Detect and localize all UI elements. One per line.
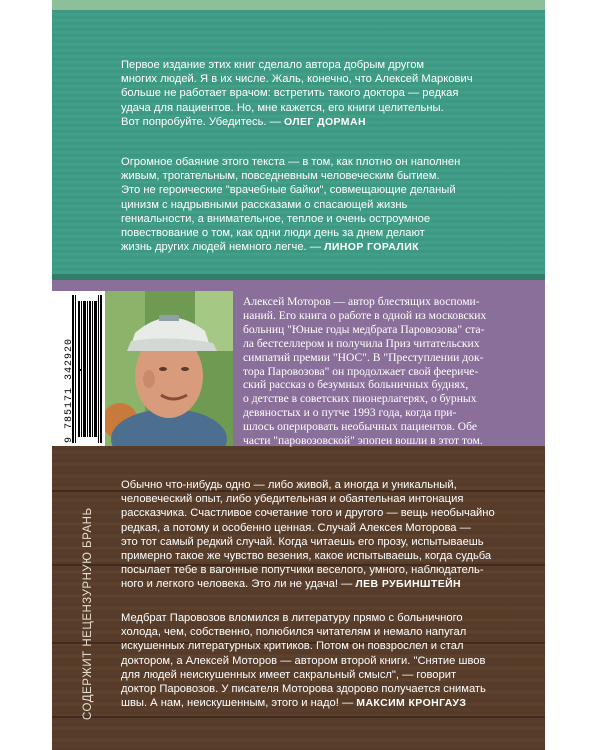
- quote-goralik: [121, 155, 521, 254]
- quote-line: ного и легкого человека. Это ли не удача! —: [121, 578, 353, 591]
- quote-line: редкая, а потому и особенно ценная. Случай Алексея Моторова —: [121, 521, 471, 534]
- bio-line: ский рассказ о безумных больничных буднях,: [243, 378, 469, 392]
- quote-line-last: [121, 577, 531, 591]
- quote-line: Огромное обаяние этого текста — в том, как плотно он наполнен: [121, 156, 461, 168]
- quote-line: примерно такое же чувство везения, какое испытываешь, когда судьба: [121, 550, 492, 563]
- quote-rubinshtein: [121, 478, 531, 592]
- quote-line-last: [121, 240, 521, 254]
- bio-line: больниц "Юные годы медбрата Паровозова" ста-: [243, 322, 485, 336]
- content-warning-notice: СОДЕРЖИТ НЕЦЕНЗУРНУЮ БРАНЬ: [82, 507, 94, 720]
- quote-line: холода, чем, собственно, полюбился читателям и немало напугал: [121, 626, 467, 639]
- quote-krongauz: [121, 611, 531, 710]
- bio-line: тора Паровозова" он продолжает свой феериче-: [243, 364, 479, 378]
- quote-line: Вот попробуйте. Убедитесь. —: [121, 115, 281, 128]
- quote-line: человеческий опыт, либо убедительная и обаятельная интонация: [121, 493, 464, 506]
- quote-line: Медбрат Паровозов вломился в литературу прямо с больничного: [121, 612, 463, 624]
- quote-author: ЛЕВ РУБИНШТЕЙН: [355, 578, 462, 591]
- board-seam: [52, 716, 545, 718]
- quote-line: жизнь других людей немного легче. —: [121, 241, 321, 254]
- quote-line: для людей неискушенных имеет сакральный смысл", — говорит: [121, 668, 457, 681]
- author-photo: [105, 291, 233, 446]
- quote-line-last: [121, 115, 521, 129]
- bio-line: шлось оперировать необычных пациентов. Обе: [243, 420, 478, 434]
- top-green-band: [52, 0, 545, 10]
- quote-line: удача для пациентов. Но, мне кажется, его книги целительны.: [121, 101, 444, 114]
- quote-line-last: [121, 696, 531, 710]
- quote-line: гениальности, а внимательное, теплое и очень остроумное: [121, 212, 431, 225]
- quote-line: Обычно что-нибудь одно — либо живой, а иногда и уникальный,: [121, 479, 457, 491]
- quote-line: посылает тебе в вагонные попутчики веселого, умного, наблюдатель-: [121, 564, 484, 577]
- author-bio: [243, 295, 537, 448]
- isbn-barcode: [52, 291, 105, 446]
- quote-line: Первое издание этих книг сделало автора добрым другом: [121, 59, 425, 71]
- bio-line: девяностых и о путче 1993 года, когда при-: [243, 406, 457, 420]
- quote-line: искушенных литературных критиков. Потом он повзрослел и стал: [121, 640, 464, 653]
- quote-line: больше не работает врачом: встретить такого доктора — редкая: [121, 87, 459, 100]
- bio-line: ла бестселлером и получила Приз читательских: [243, 336, 480, 350]
- quote-line: рассказчика. Счастливое сочетание того и другого — вещь необычайно: [121, 507, 495, 520]
- quote-line: Это не героические "врачебные байки", совмещающие деланый: [121, 184, 456, 197]
- bio-line: симпатий премии "НОС". В "Преступлении док-: [243, 350, 484, 364]
- quote-line: швы. А нам, неискушенным, этого и надо! —: [121, 697, 354, 710]
- quote-line: доктор Паровозов. У писателя Моторова здорово получается снимать: [121, 683, 486, 696]
- bio-line: части "паровозовской" эпопеи вошли в этот том.: [243, 434, 483, 448]
- author-portrait-graphic: [105, 291, 233, 446]
- barcode-graphic: [52, 291, 105, 446]
- quote-line: многих людей. Я в их числе. Жаль, конечно, что Алексей Маркович: [121, 73, 473, 86]
- quote-line: доктором, а Алексей Моторов — автором второй книги. "Снятие швов: [121, 654, 486, 667]
- isbn-digits: 9 785171 342920: [64, 337, 75, 443]
- quote-author: ЛИНОР ГОРАЛИК: [324, 241, 419, 254]
- quote-author: ОЛЕГ ДОРМАН: [283, 115, 366, 128]
- bio-line: Алексей Моторов — автор блестящих воспоми-: [243, 295, 480, 308]
- quote-line: это тот самый редкий случай. Когда читаешь его прозу, испытываешь: [121, 535, 484, 548]
- bio-line: наний. Его книга о работе в одной из московских: [243, 308, 487, 322]
- quote-author: МАКСИМ КРОНГАУЗ: [356, 697, 467, 710]
- bio-line: о детстве в советских пионерлагерях, о бурных: [243, 392, 477, 406]
- quote-dorman: [121, 58, 521, 129]
- quote-line: повествование о том, как одни люди день за днем делают: [121, 227, 425, 240]
- quote-line: цинизм с надрывными рассказами о спасающей жизнь: [121, 198, 408, 211]
- quote-line: живым, трогательным, повседневным человеческим бытием.: [121, 170, 440, 183]
